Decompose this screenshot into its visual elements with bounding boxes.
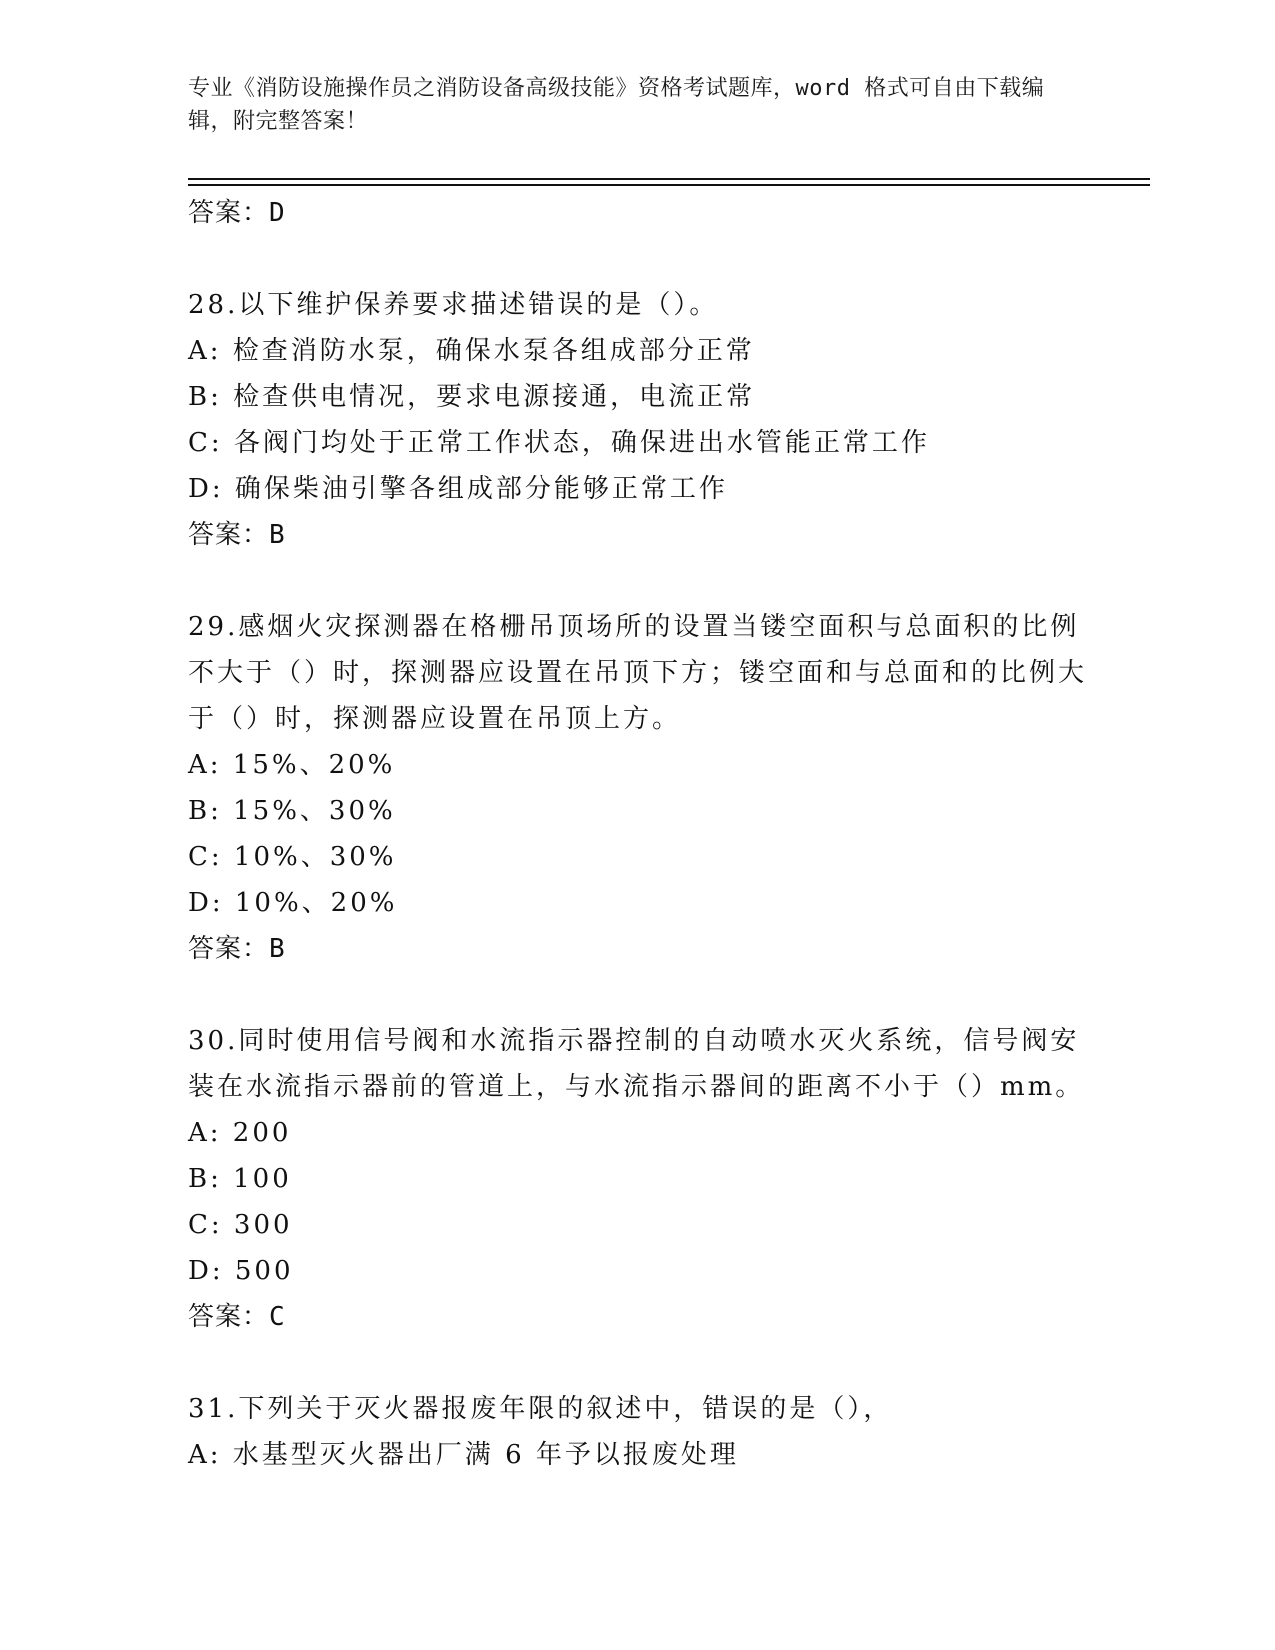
answer-line: 答案：B [188, 520, 286, 550]
header-rule-bottom [188, 184, 1150, 186]
question-text: 29.感烟火灾探测器在格栅吊顶场所的设置当镂空面积与总面积的比例不大于（）时，探测器应设置在吊顶下方；镂空面和与总面和的比例大于（）时，探测器应设置在吊顶上方。 [188, 612, 1088, 734]
option-d: D: 10%、20% [188, 888, 398, 918]
option-b: B: 检查供电情况，要求电源接通，电流正常 [188, 382, 756, 412]
option-d: D: 确保柴油引擎各组成部分能够正常工作 [188, 474, 728, 504]
option-c: C: 300 [188, 1210, 293, 1240]
option-c: C: 各阀门均处于正常工作状态，确保进出水管能正常工作 [188, 428, 930, 458]
document-header: 专业《消防设施操作员之消防设备高级技能》资格考试题库，word 格式可自由下载编辑，附完整答案！ [188, 76, 1045, 134]
option-a: A: 15%、20% [188, 750, 396, 780]
answer-line: 答案：D [188, 198, 286, 228]
option-b: B: 15%、30% [188, 796, 396, 826]
header-rule-top [188, 178, 1150, 180]
option-d: D: 500 [188, 1256, 294, 1286]
question-30 [188, 1018, 1088, 1340]
question-29 [188, 604, 1088, 972]
question-text: 30.同时使用信号阀和水流指示器控制的自动喷水灭火系统，信号阀安装在水流指示器前的管道上，与水流指示器间的距离不小于（）mm。 [188, 1026, 1085, 1102]
option-a: A: 检查消防水泵，确保水泵各组成部分正常 [188, 336, 755, 366]
question-text: 31.下列关于灭火器报废年限的叙述中，错误的是（）， [188, 1394, 893, 1424]
document-body [188, 190, 1088, 1478]
option-b: B: 100 [188, 1164, 292, 1194]
question-28 [188, 282, 1088, 558]
answer-line: 答案：C [188, 1302, 286, 1332]
question-text: 28.以下维护保养要求描述错误的是（）。 [188, 290, 719, 320]
option-c: C: 10%、30% [188, 842, 397, 872]
option-a: A: 200 [188, 1118, 292, 1148]
question-31 [188, 1386, 1088, 1478]
option-a: A: 水基型灭火器出厂满 6 年予以报废处理 [188, 1440, 739, 1470]
answer-line: 答案：B [188, 934, 286, 964]
